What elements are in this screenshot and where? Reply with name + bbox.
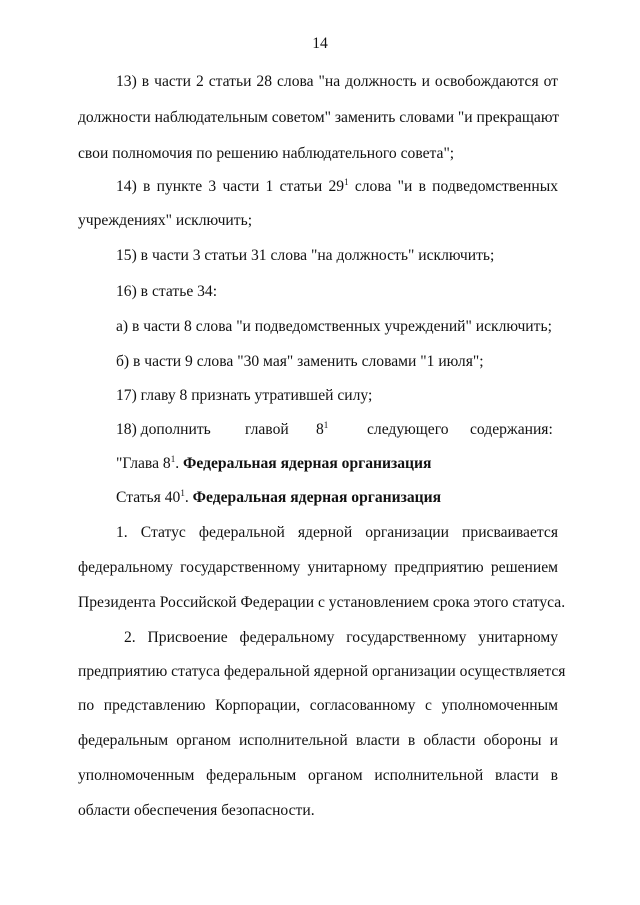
paragraph-2-line-1: 2. Присвоение федеральному государственному унитарному — [124, 629, 558, 646]
item-13-line-2: должности наблюдательным советом" заменить словами "и прекращают — [78, 109, 560, 126]
item-18-word-5: содержания: — [470, 421, 553, 438]
item-15: 15) в части 3 статьи 31 слова "на должность" исключить; — [116, 247, 495, 264]
paragraph-1-line-3: Президента Российской Федерации с установлением срока этого статуса. — [78, 594, 566, 611]
paragraph-2-line-2: предприятию статуса федеральной ядерной организации осуществляется — [78, 663, 566, 680]
item-16-b: б) в части 9 слова "30 мая" заменить словами "1 июля"; — [116, 353, 484, 370]
chapter-heading — [116, 454, 596, 474]
paragraph-2-line-5: уполномоченным федеральным органом исполнительной власти в — [78, 767, 558, 784]
chapter-dot: . — [175, 455, 183, 472]
item-14-line-2: учреждениях" исключить; — [78, 212, 253, 229]
item-18-word-2: главой — [245, 421, 289, 438]
article-title: Федеральная ядерная организация — [192, 489, 442, 506]
item-18-chapter-number: 8 — [316, 421, 324, 438]
article-superscript: 1 — [180, 488, 185, 498]
article-dot: . — [184, 489, 193, 506]
paragraph-1-line-2: федеральному государственному унитарному предприятию решением — [78, 559, 558, 576]
item-16-a: а) в части 8 слова "и подведомственных учреждений" исключить; — [116, 318, 552, 335]
item-13-line-1: 13) в части 2 статьи 28 слова "на должность и освобождаются от — [116, 73, 558, 90]
chapter-prefix: "Глава 8 — [116, 455, 171, 472]
article-prefix: Статья 40 — [116, 489, 181, 506]
article-heading — [116, 488, 596, 508]
page-number: 14 — [312, 35, 328, 52]
item-14-text-b: слова "и в подведомственных — [348, 178, 558, 195]
item-18-superscript: 1 — [323, 420, 329, 430]
item-18-word-1: 18) дополнить — [116, 421, 211, 438]
paragraph-2-line-6: области обеспечения безопасности. — [78, 802, 315, 819]
item-16: 16) в статье 34: — [116, 283, 218, 300]
item-17: 17) главу 8 признать утратившей силу; — [116, 387, 373, 404]
item-14-text-a: 14) в пункте 3 части 1 статьи 29 — [116, 178, 345, 195]
paragraph-2-line-4: федеральным органом исполнительной власти в области обороны и — [78, 732, 558, 749]
paragraph-1-line-1: 1. Статус федеральной ядерной организации присваивается — [116, 524, 558, 541]
item-14-line-1 — [116, 177, 558, 197]
chapter-title: Федеральная ядерная организация — [182, 455, 432, 472]
item-14-superscript: 1 — [344, 177, 349, 187]
item-18-word-4: следующего — [367, 421, 449, 438]
chapter-superscript: 1 — [170, 454, 176, 464]
item-13-line-3: свои полномочия по решению наблюдательного совета"; — [78, 145, 455, 162]
paragraph-2-line-3: по представлению Корпорации, согласованному с уполномоченным — [78, 697, 558, 714]
